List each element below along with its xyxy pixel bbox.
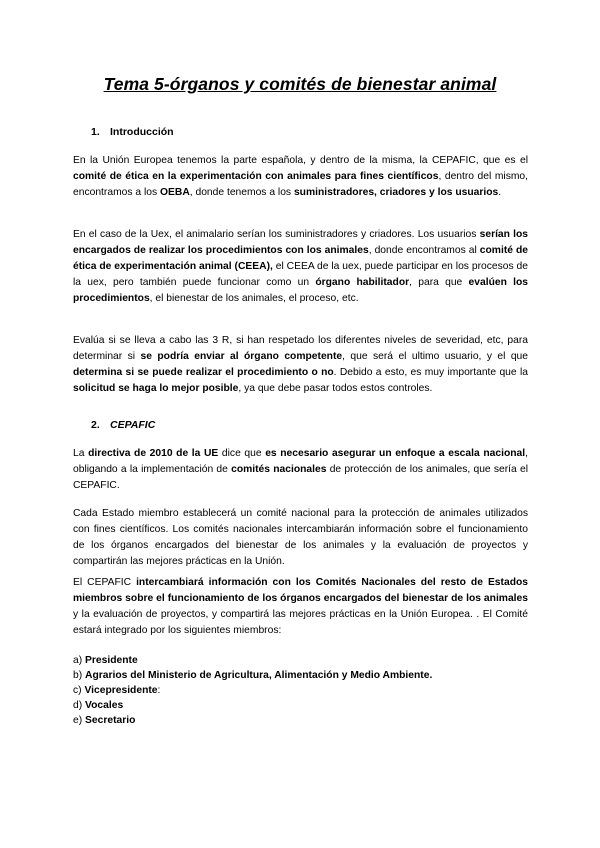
bold-text: comités nacionales: [231, 464, 327, 475]
bold-text: comité de ética en la experimentación con animales para fines científicos: [73, 171, 439, 182]
bold-text: directiva de 2010 de la UE: [88, 448, 219, 459]
section-title: CEPAFIC: [110, 419, 156, 431]
section-heading-cepafic: [91, 419, 155, 431]
text: Cada Estado miembro establecerá un comité nacional para la protección de animales utilizados con fines científicos. Los comités nacionales intercambiarán información sobre el funcionamiento de los órganos encargados del bienestar de los animales y la evaluación de proyectos y compartirán las mejores prácticas en la Unión.: [73, 508, 528, 567]
text: de protección de los animales, que sería el CEPAFIC.: [73, 464, 528, 491]
paragraph-2: [73, 227, 528, 307]
list-item: [73, 653, 432, 668]
list-item-suffix: :: [157, 685, 161, 696]
text: , para que: [409, 277, 469, 288]
list-item: [73, 668, 432, 683]
bold-text: intercambiará información con los Comités Nacionales del resto de Estados miembros sobre el funcionamiento de los órganos encargados del bienestar de los animales: [73, 577, 528, 604]
list-letter: d): [73, 700, 86, 711]
bold-text: evalúen los procedimientos: [73, 277, 529, 304]
bold-text: determina si se puede realizar el procedimiento o no: [73, 367, 334, 378]
list-letter: e): [73, 715, 86, 726]
paragraph-4: [73, 446, 528, 494]
text: En la Unión Europea tenemos la parte española, y dentro de la misma, la CEPAFIC, que es el: [73, 155, 528, 166]
text: , que será el ultimo usuario, y el que: [342, 351, 528, 362]
bold-text: OEBA: [160, 187, 190, 198]
text: dice que: [218, 448, 266, 459]
text: . Debido a esto, es muy importante que la: [333, 367, 528, 378]
paragraph-3: [73, 333, 528, 397]
text: La: [73, 448, 89, 459]
document-title: Tema 5-órganos y comités de bienestar animal: [103, 74, 497, 94]
text: En el caso de la Uex, el animalario serían los suministradores y criadores. Los usuarios: [73, 229, 480, 240]
list-item: [73, 698, 432, 713]
text: El CEPAFIC: [73, 577, 137, 588]
members-list: [73, 653, 432, 728]
list-item-text: Vicepresidente: [84, 685, 158, 696]
section-number: 2.: [91, 419, 100, 431]
text: , donde tenemos a los: [189, 187, 294, 198]
text: .: [498, 187, 502, 198]
text: , obligando a la implementación de: [73, 448, 528, 475]
list-item-text: Presidente: [85, 655, 138, 666]
bold-text: serían los encargados de realizar los procedimientos con los animales: [73, 229, 529, 256]
text: Evalúa si se lleva a cabo las 3 R, si han respetado los diferentes niveles de severidad, etc, para determinar si: [73, 335, 528, 362]
paragraph-1: [73, 153, 528, 201]
bold-text: es necesario asegurar un enfoque a escala nacional: [265, 448, 526, 459]
list-item: [73, 683, 432, 698]
text: y la evaluación de proyectos, y compartirá las mejores prácticas en la Unión Europea. . El Comité estará integrado por los siguientes miembros:: [73, 609, 528, 636]
text: , el bienestar de los animales, el proceso, etc.: [149, 293, 359, 304]
bold-text: se podría enviar al órgano competente: [140, 351, 343, 362]
list-letter: b): [73, 670, 86, 681]
section-title: Introducción: [110, 126, 174, 138]
list-item: [73, 713, 432, 728]
bold-text: solicitud se haga lo mejor posible: [73, 383, 239, 394]
section-number: 1.: [91, 126, 100, 138]
text: , ya que debe pasar todos estos controles.: [238, 383, 433, 394]
bold-text: suministradores, criadores y los usuarios: [293, 187, 499, 198]
paragraph-5: [73, 506, 528, 570]
text: , dentro del mismo, encontramos a los: [73, 171, 529, 198]
section-heading-introduccion: [91, 126, 174, 138]
bold-text: órgano habilitador: [315, 277, 410, 288]
text: , donde encontramos al: [368, 245, 480, 256]
bold-text: comité de ética de experimentación animal (CEEA),: [73, 245, 528, 272]
list-letter: c): [73, 685, 85, 696]
list-item-text: Secretario: [85, 715, 136, 726]
list-letter: a): [73, 655, 86, 666]
text: el CEEA de la uex, puede participar en los procesos de la uex, pero también puede funcionar como un: [73, 261, 528, 288]
list-item-text: Vocales: [85, 700, 124, 711]
paragraph-6: [73, 575, 528, 639]
list-item-text: Agrarios del Ministerio de Agricultura, Alimentación y Medio Ambiente.: [85, 670, 433, 681]
